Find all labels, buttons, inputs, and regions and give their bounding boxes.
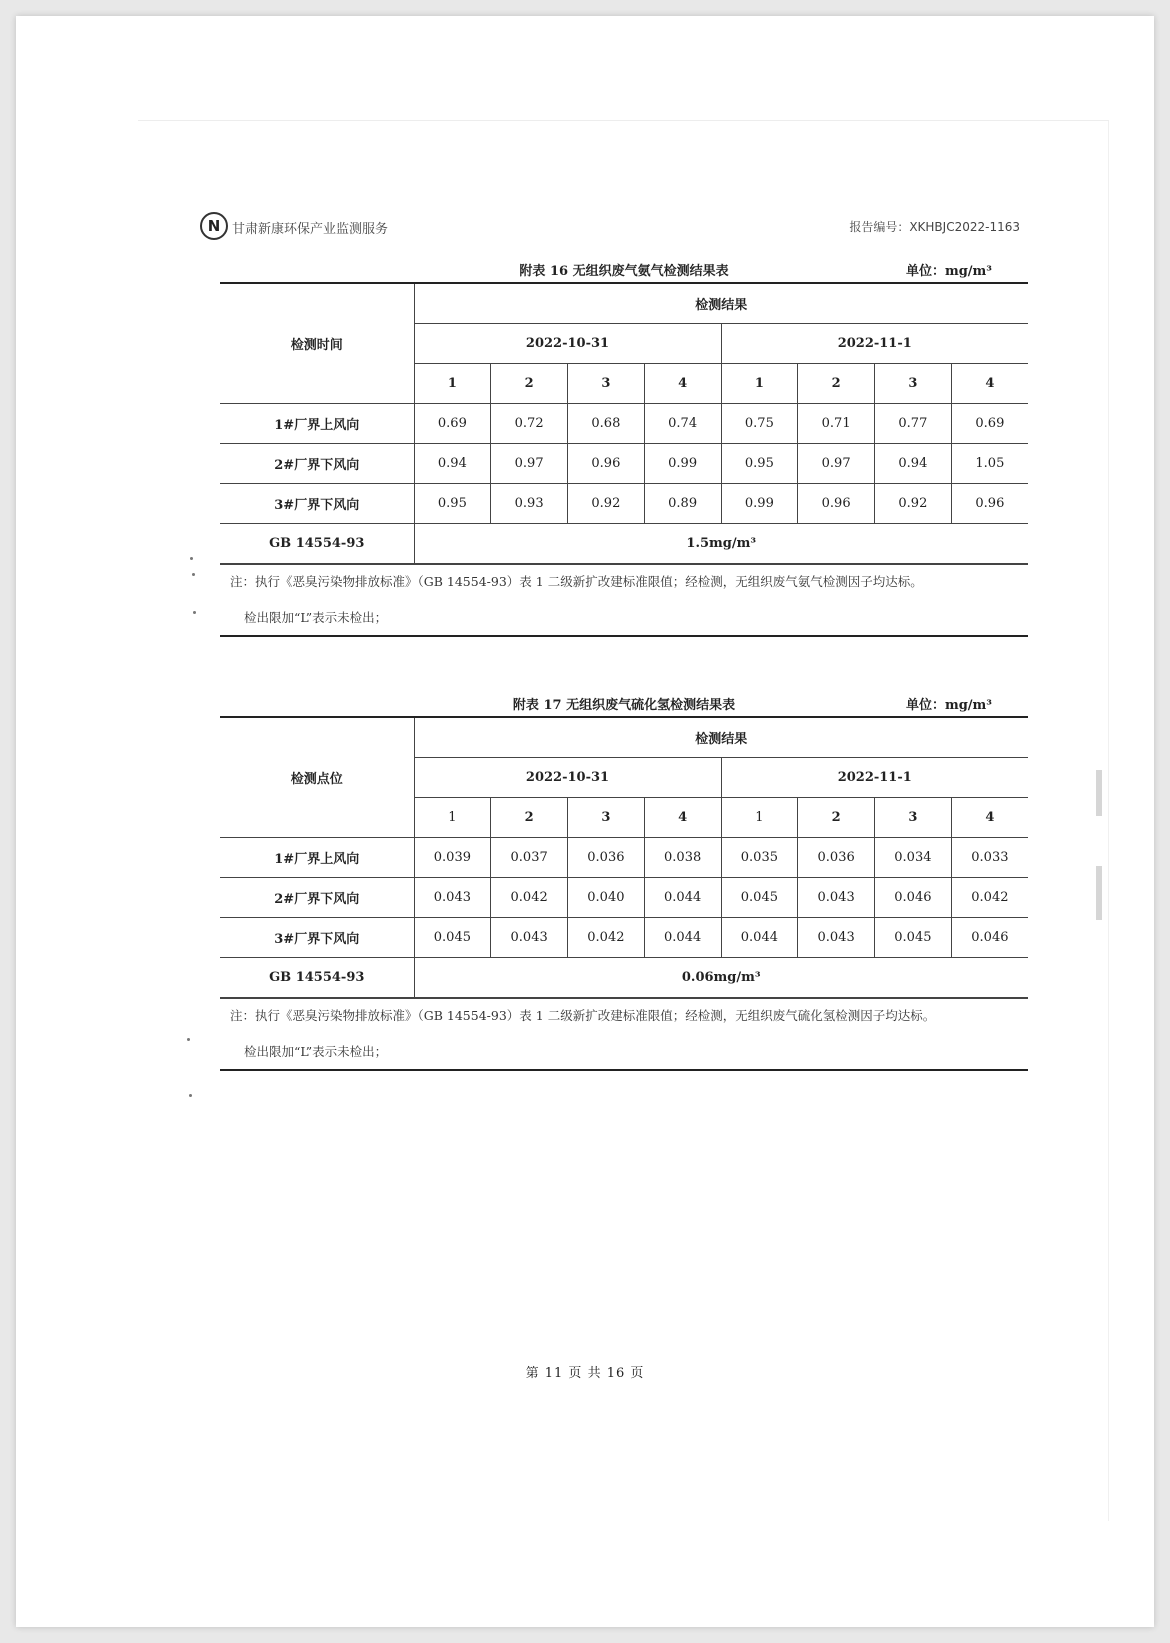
value-cell: 0.036 (568, 838, 645, 878)
scan-speck (189, 1094, 192, 1097)
value-cell: 0.96 (798, 484, 875, 524)
value-cell: 0.69 (951, 404, 1028, 444)
sample-no-cell: 3 (568, 798, 645, 838)
value-cell: 0.95 (721, 444, 798, 484)
table-17-notes (220, 998, 1028, 1071)
row-label-cell: 1#厂界上风向 (220, 838, 414, 878)
value-cell: 0.92 (568, 484, 645, 524)
scan-speck (190, 557, 193, 560)
value-cell: 0.042 (568, 918, 645, 958)
value-cell: 0.039 (414, 838, 491, 878)
row-label-cell: 2#厂界下风向 (220, 878, 414, 918)
scan-speck (187, 1038, 190, 1041)
sample-no-cell: 3 (875, 798, 952, 838)
scan-edge-mark (1096, 866, 1102, 920)
sample-no-cell: 4 (644, 798, 721, 838)
row-label-cell: 3#厂界下风向 (220, 484, 414, 524)
value-cell: 0.044 (721, 918, 798, 958)
table-17-title: 附表 17 无组织废气硫化氢检测结果表 (512, 698, 736, 713)
table-row (220, 484, 1028, 524)
value-cell: 0.045 (875, 918, 952, 958)
value-cell: 0.97 (491, 444, 568, 484)
sample-no-cell: 1 (414, 364, 491, 404)
table-17-block (220, 688, 1028, 1071)
value-cell: 0.75 (721, 404, 798, 444)
scan-speck (192, 573, 195, 576)
value-cell: 0.93 (491, 484, 568, 524)
value-cell: 1.05 (951, 444, 1028, 484)
value-cell: 0.042 (951, 878, 1028, 918)
table-16 (220, 282, 1028, 564)
value-cell: 0.94 (875, 444, 952, 484)
company-logo-icon: N (200, 212, 228, 240)
value-cell: 0.94 (414, 444, 491, 484)
value-cell: 0.036 (798, 838, 875, 878)
value-cell: 0.040 (568, 878, 645, 918)
value-cell: 0.68 (568, 404, 645, 444)
table-17-unit: 单位：mg/m³ (905, 698, 992, 713)
value-cell: 0.96 (568, 444, 645, 484)
sample-no-cell: 2 (491, 364, 568, 404)
table-16-caption (220, 254, 1028, 282)
sample-no-cell: 2 (798, 364, 875, 404)
note-line: 注：执行《恶臭污染物排放标准》（GB 14554-93）表 1 二级新扩改建标准限值；经检测，无组织废气氨气检测因子均达标。 (230, 574, 923, 589)
sample-no-cell: 1 (414, 798, 491, 838)
sample-no-cell: 1 (721, 364, 798, 404)
sample-no-cell: 3 (568, 364, 645, 404)
sample-no-cell: 2 (798, 798, 875, 838)
value-cell: 0.043 (414, 878, 491, 918)
value-cell: 0.042 (491, 878, 568, 918)
scan-speck (193, 611, 196, 614)
standard-label-cell: GB 14554-93 (220, 958, 414, 998)
value-cell: 0.044 (644, 918, 721, 958)
value-cell: 0.044 (644, 878, 721, 918)
table-row (220, 404, 1028, 444)
table-16-title: 附表 16 无组织废气氨气检测结果表 (519, 264, 729, 279)
company-name: 甘肃新康环保产业监测服务 (232, 222, 389, 237)
value-cell: 0.043 (491, 918, 568, 958)
value-cell: 0.77 (875, 404, 952, 444)
report-number: 报告编号：XKHBJC2022-1163 (849, 220, 1020, 234)
value-cell: 0.71 (798, 404, 875, 444)
table-row (220, 444, 1028, 484)
sample-no-cell: 3 (875, 364, 952, 404)
value-cell: 0.74 (644, 404, 721, 444)
row-label-cell: 1#厂界上风向 (220, 404, 414, 444)
standard-label-cell: GB 14554-93 (220, 524, 414, 564)
sample-no-cell: 1 (721, 798, 798, 838)
value-cell: 0.89 (644, 484, 721, 524)
value-cell: 0.99 (644, 444, 721, 484)
value-cell: 0.033 (951, 838, 1028, 878)
note-line: 检出限加“L”表示未检出； (244, 610, 388, 625)
date-header-cell: 2022-11-1 (721, 324, 1028, 364)
table-row (220, 838, 1028, 878)
value-cell: 0.045 (721, 878, 798, 918)
row-label-cell: 2#厂界下风向 (220, 444, 414, 484)
value-cell: 0.035 (721, 838, 798, 878)
page-number: 第 11 页 共 16 页 (525, 1366, 645, 1381)
note-line: 检出限加“L”表示未检出； (244, 1044, 388, 1059)
value-cell: 0.69 (414, 404, 491, 444)
scan-edge-mark (1096, 770, 1102, 816)
row-label-cell: 3#厂界下风向 (220, 918, 414, 958)
value-cell: 0.034 (875, 838, 952, 878)
value-cell: 0.038 (644, 838, 721, 878)
date-header-cell: 2022-10-31 (414, 758, 721, 798)
group-header-cell: 检测结果 (414, 717, 1028, 758)
value-cell: 0.96 (951, 484, 1028, 524)
value-cell: 0.043 (798, 878, 875, 918)
value-cell: 0.92 (875, 484, 952, 524)
value-cell: 0.046 (875, 878, 952, 918)
table-16-block (220, 254, 1028, 637)
value-cell: 0.046 (951, 918, 1028, 958)
sample-no-cell: 4 (644, 364, 721, 404)
sample-no-cell: 4 (951, 798, 1028, 838)
row-header-cell: 检测点位 (220, 717, 414, 838)
date-header-cell: 2022-10-31 (414, 324, 721, 364)
table-16-notes (220, 564, 1028, 637)
table-row (220, 878, 1028, 918)
date-header-cell: 2022-11-1 (721, 758, 1028, 798)
row-header-cell: 检测时间 (220, 283, 414, 404)
table-row (220, 918, 1028, 958)
value-cell: 0.043 (798, 918, 875, 958)
value-cell: 0.72 (491, 404, 568, 444)
note-line: 注：执行《恶臭污染物排放标准》（GB 14554-93）表 1 二级新扩改建标准限值；经检测，无组织废气硫化氢检测因子均达标。 (230, 1008, 936, 1023)
value-cell: 0.045 (414, 918, 491, 958)
value-cell: 0.99 (721, 484, 798, 524)
value-cell: 0.97 (798, 444, 875, 484)
sample-no-cell: 4 (951, 364, 1028, 404)
value-cell: 0.95 (414, 484, 491, 524)
standard-value-cell: 0.06mg/m³ (414, 958, 1028, 998)
value-cell: 0.037 (491, 838, 568, 878)
group-header-cell: 检测结果 (414, 283, 1028, 324)
table-17-caption (220, 688, 1028, 716)
table-16-unit: 单位：mg/m³ (905, 264, 992, 279)
table-17 (220, 716, 1028, 998)
sample-no-cell: 2 (491, 798, 568, 838)
page-header (200, 212, 1020, 244)
standard-value-cell: 1.5mg/m³ (414, 524, 1028, 564)
